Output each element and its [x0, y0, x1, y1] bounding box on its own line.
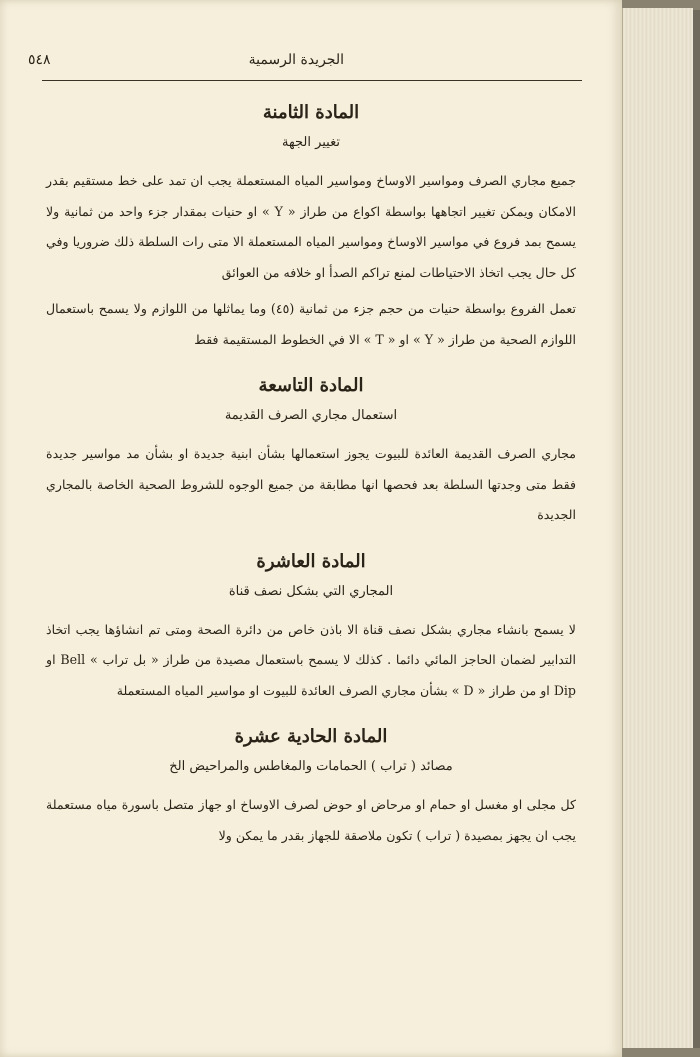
page-number: ٥٤٨: [28, 52, 51, 68]
book-edge-bottom: [622, 1048, 700, 1057]
article-title: المادة الثامنة: [262, 102, 360, 123]
article-subtitle: المجاري التي بشكل نصف قناة: [228, 583, 394, 599]
header-rule: [42, 80, 582, 81]
article-paragraph: كل مجلى او مغسل او حمام او مرحاض او حوض لصرف الاوساخ او جهاز متصل باسورة مياه مستعملة يجب ان يجهز بمصيدة ( تراب ) تكون ملاصقة للجهاز بقدر ما يمكن ولا: [46, 797, 576, 843]
article-8: [46, 96, 576, 355]
book-page-edges: [622, 8, 693, 1048]
journal-title: الجريدة الرسمية: [248, 52, 344, 68]
running-header: [28, 50, 594, 80]
article-11: [46, 720, 576, 851]
article-paragraph: تعمل الفروع بواسطة حنيات من حجم جزء من ثمانية (٤٥) وما يماثلها من اللوازم ولا يسمح باستعمال اللوازم الصحية من طراز « Y » او « T » الا في الخطوط المستقيمة فقط: [46, 301, 576, 347]
article-10: [46, 545, 576, 707]
article-9: [46, 369, 576, 531]
article-subtitle: تغيير الجهة: [282, 135, 340, 150]
page-body: [46, 96, 576, 851]
article-title: المادة العاشرة: [256, 550, 366, 572]
article-subtitle: استعمال مجاري الصرف القديمة: [224, 408, 398, 423]
article-subtitle: مصائد ( تراب ) الحمامات والمغاطس والمراحيض الخ: [169, 759, 453, 774]
article-paragraph: لا يسمح بانشاء مجاري بشكل نصف قناة الا باذن خاص من دائرة الصحة ومتى تم انشاؤها يجب اتخاذ التدابير لضمان الحاجز المائي دائما . كذلك لا يسمح باستعمال مصيدة من طراز « بل تراب » Bell او Dip او من طراز « D » بشأن مجاري الصرف العائدة للبيوت او مواسير المياه المستعملة: [46, 621, 576, 698]
article-title: المادة الحادية عشرة: [234, 726, 388, 747]
article-paragraph: مجاري الصرف القديمة العائدة للبيوت يجوز استعمالها بشأن ابنية جديدة او بشأن مد مواسير جديدة فقط متى وجدتها السلطة بعد فحصها انها مطابقة من جميع الوجوه للشروط الصحية الخاصة بالمجاري الجديدة: [46, 446, 576, 522]
article-title: المادة التاسعة: [258, 375, 364, 396]
article-paragraph: جميع مجاري الصرف ومواسير الاوساخ ومواسير المياه المستعملة يجب ان تمد على خط مستقيم بقدر الامكان ويمكن تغيير اتجاهها بواسطة اكواع من طراز « Y » او حنيات بمقدار جزء واحد من ثمانية ولا يسمح بمد فروع في مواسير الاوساخ ومواسير المياه المستعملة الا متى رات السلطة ذلك ضروريا وفي كل حال يجب اتخاذ الاحتياطات لمنع تراكم الصدأ او خلافه من العوائق: [46, 173, 576, 280]
